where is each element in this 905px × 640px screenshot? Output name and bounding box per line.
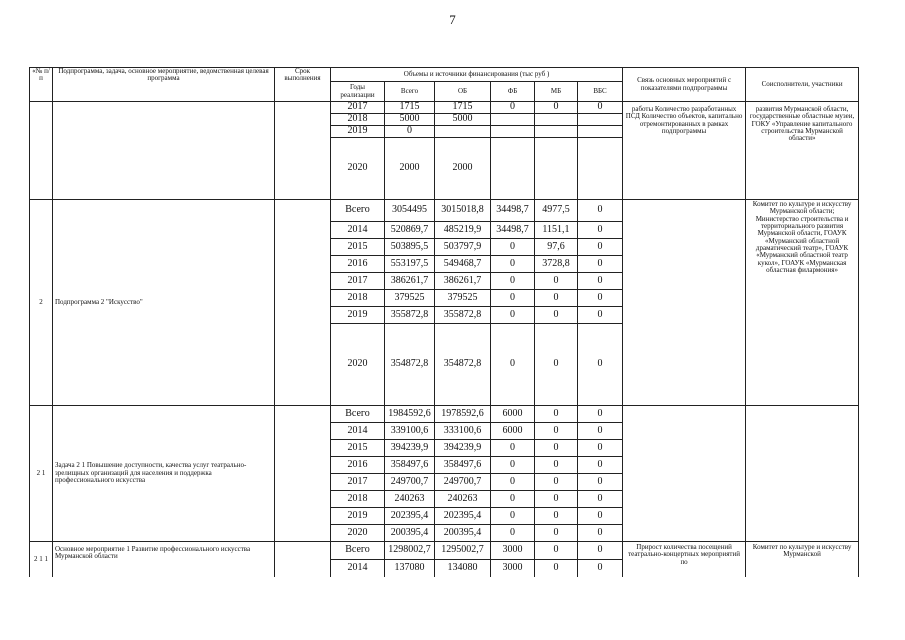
header-ob: ОБ [435,82,491,102]
cell-total: 386261,7 [385,273,435,290]
cell-total: 354872,8 [385,324,435,406]
cell-ob: 503797,9 [435,239,491,256]
cell-ob [435,126,491,138]
cell-total: 339100,6 [385,423,435,440]
cell-year: 2019 [331,126,385,138]
cell-year: 2020 [331,525,385,542]
cell-year: 2018 [331,290,385,307]
cell-year: 2016 [331,256,385,273]
cell-fb: 0 [491,102,535,114]
cell-total: 355872,8 [385,307,435,324]
cell-ob: 1295002,7 [435,542,491,560]
row-number: 2 1 [30,406,53,542]
financing-table [29,67,859,577]
cell-fb [491,138,535,200]
cell-year: 2018 [331,491,385,508]
cell-total: 2000 [385,138,435,200]
row-number: 2 1 1 [30,542,53,577]
cell-ob: 355872,8 [435,307,491,324]
cell-vbs: 0 [578,273,623,290]
activity-link-text: Прирост количества посещений театрально-концертных мероприятий по [623,542,746,577]
cell-vbs: 0 [578,560,623,577]
cell-total: 1298002,7 [385,542,435,560]
cell-total: 249700,7 [385,474,435,491]
cell-vbs: 0 [578,457,623,474]
cell-mb: 0 [535,525,578,542]
cell-fb: 0 [491,307,535,324]
cell-fb: 0 [491,324,535,406]
cell-total: 137080 [385,560,435,577]
table-row [30,406,859,423]
block2-coexec-text: Комитет по культуре и искусству Мурманской области; Министерство строительства и территориального развития Мурманской области, ГОАУК «Мурманский областной драматический театр», ГОАУК «Мурманский областной театр кукол», ГОАУК «Мурманская областная филармония» [746,200,859,406]
cell-ob: 549468,7 [435,256,491,273]
cell-vbs: 0 [578,406,623,423]
header-total: Всего [385,82,435,102]
cell-year: Всего [331,406,385,423]
table-row [30,102,859,114]
top-link-text: работы Количество разработанных ПСД Количество объектов, капитально отремонтированных в рамках подпрограммы [623,102,746,200]
cell-fb: 6000 [491,423,535,440]
header-link: Связь основных мероприятий с показателями подпрограммы [623,68,746,102]
cell-vbs: 0 [578,423,623,440]
cell-vbs: 0 [578,200,623,222]
cell-mb [535,114,578,126]
cell-mb: 0 [535,491,578,508]
cell-total: 200395,4 [385,525,435,542]
activity-name: Основное мероприятие 1 Развитие профессионального искусства Мурманской области [53,542,275,577]
cell-year: 2014 [331,222,385,239]
cell-year: 2019 [331,508,385,525]
cell-vbs: 0 [578,256,623,273]
cell-year: 2017 [331,273,385,290]
cell-total: 202395,4 [385,508,435,525]
cell-total: 379525 [385,290,435,307]
header-num: «№ п/п [30,68,53,102]
header-years: Годы реализации [331,82,385,102]
cell-mb: 0 [535,423,578,440]
cell-ob: 394239,9 [435,440,491,457]
cell-mb: 0 [535,290,578,307]
cell-vbs: 0 [578,474,623,491]
cell-mb: 0 [535,508,578,525]
cell-fb [491,126,535,138]
cell-fb [491,114,535,126]
row-number: 2 [30,200,53,406]
cell-year: 2016 [331,457,385,474]
cell-fb: 3000 [491,542,535,560]
cell-mb: 0 [535,560,578,577]
cell-vbs [578,126,623,138]
cell-mb: 0 [535,474,578,491]
table-row [30,200,859,222]
cell-vbs: 0 [578,440,623,457]
cell-year: 2017 [331,102,385,114]
cell-vbs [578,114,623,126]
cell-ob: 1978592,6 [435,406,491,423]
cell-year: 2014 [331,423,385,440]
cell-fb: 0 [491,290,535,307]
cell-mb: 4977,5 [535,200,578,222]
cell-total: 3054495 [385,200,435,222]
cell-ob: 2000 [435,138,491,200]
cell-year: 2017 [331,474,385,491]
cell-total: 503895,5 [385,239,435,256]
cell-vbs: 0 [578,508,623,525]
cell-total: 394239,9 [385,440,435,457]
cell-ob: 358497,6 [435,457,491,474]
cell-vbs [578,138,623,200]
cell-ob: 240263 [435,491,491,508]
cell-year: 2020 [331,138,385,200]
cell-total: 520869,7 [385,222,435,239]
cell-fb: 0 [491,508,535,525]
cell-vbs: 0 [578,542,623,560]
cell-ob: 249700,7 [435,474,491,491]
cell-total: 240263 [385,491,435,508]
cell-mb [535,138,578,200]
cell-total: 553197,5 [385,256,435,273]
cell-ob: 1715 [435,102,491,114]
header-fb: ФБ [491,82,535,102]
cell-fb: 6000 [491,406,535,423]
cell-mb: 0 [535,406,578,423]
cell-mb [535,126,578,138]
cell-fb: 0 [491,474,535,491]
header-coexec: Соисполнители, участники [746,68,859,102]
cell-mb: 0 [535,273,578,290]
cell-fb: 34498,7 [491,200,535,222]
cell-mb: 0 [535,457,578,474]
cell-total: 1715 [385,102,435,114]
cell-year: 2015 [331,239,385,256]
cell-vbs: 0 [578,307,623,324]
cell-vbs: 0 [578,491,623,508]
cell-vbs: 0 [578,102,623,114]
cell-ob: 202395,4 [435,508,491,525]
cell-fb: 0 [491,440,535,457]
cell-ob: 134080 [435,560,491,577]
cell-mb: 0 [535,102,578,114]
cell-fb: 0 [491,239,535,256]
cell-mb: 3728,8 [535,256,578,273]
header-mb: МБ [535,82,578,102]
cell-ob: 5000 [435,114,491,126]
cell-mb: 97,6 [535,239,578,256]
cell-mb: 1151,1 [535,222,578,239]
cell-fb: 34498,7 [491,222,535,239]
cell-mb: 0 [535,307,578,324]
header-name: Подпрограмма, задача, основное мероприятие, ведомственная целевая программа [53,68,275,102]
cell-fb: 0 [491,256,535,273]
cell-year: 2015 [331,440,385,457]
cell-total: 358497,6 [385,457,435,474]
cell-year: 2020 [331,324,385,406]
cell-ob: 379525 [435,290,491,307]
cell-year: Всего [331,542,385,560]
cell-year: Всего [331,200,385,222]
page-number: 7 [449,12,456,27]
cell-fb: 0 [491,525,535,542]
task-name: Задача 2 1 Повышение доступности, качества услуг театрально-зрелищных организаций для населения и поддержка профессионального искусства [53,406,275,542]
cell-mb: 0 [535,324,578,406]
cell-ob: 485219,9 [435,222,491,239]
cell-ob: 354872,8 [435,324,491,406]
top-coexec-text: развития Мурманской области, государственные областные музеи, ГОКУ «Управление капитального строительства Мурманской области» [746,102,859,200]
cell-vbs: 0 [578,290,623,307]
cell-total: 1984592,6 [385,406,435,423]
cell-fb: 3000 [491,560,535,577]
cell-year: 2019 [331,307,385,324]
cell-ob: 200395,4 [435,525,491,542]
cell-mb: 0 [535,440,578,457]
header-volumes: Объемы и источники финансирования (тыс руб ) [331,68,623,82]
cell-fb: 0 [491,491,535,508]
cell-ob: 3015018,8 [435,200,491,222]
cell-total: 0 [385,126,435,138]
header-term: Срок выполнения [275,68,331,102]
cell-vbs: 0 [578,239,623,256]
cell-year: 2014 [331,560,385,577]
activity-coexec-text: Комитет по культуре и искусству Мурманской [746,542,859,577]
cell-vbs: 0 [578,324,623,406]
cell-year: 2018 [331,114,385,126]
cell-vbs: 0 [578,222,623,239]
cell-ob: 386261,7 [435,273,491,290]
cell-fb: 0 [491,457,535,474]
table-row [30,542,859,560]
cell-ob: 333100,6 [435,423,491,440]
cell-vbs: 0 [578,525,623,542]
header-vbs: ВБС [578,82,623,102]
cell-mb: 0 [535,542,578,560]
cell-total: 5000 [385,114,435,126]
cell-fb: 0 [491,273,535,290]
subprogram-name: Подпрограмма 2 "Искусство" [53,200,275,406]
